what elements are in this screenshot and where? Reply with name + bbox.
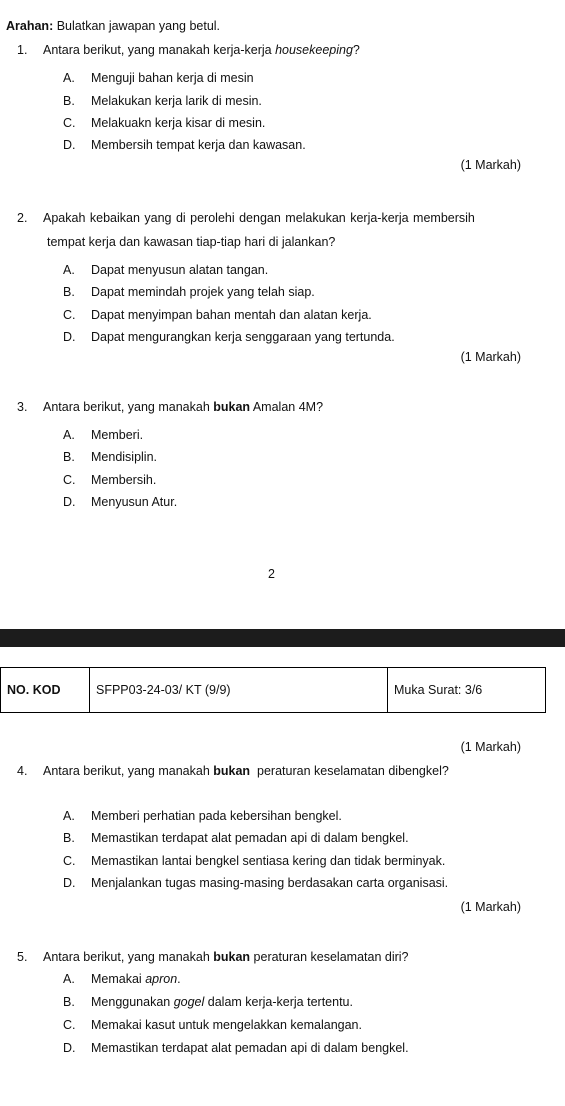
question-number: 3. bbox=[17, 400, 28, 414]
q3-marks: (1 Markah) bbox=[460, 740, 521, 754]
kod-value-cell bbox=[90, 668, 388, 712]
q5-option-d[interactable] bbox=[63, 1041, 409, 1055]
option-letter: C. bbox=[63, 308, 76, 322]
kod-label-cell bbox=[1, 668, 90, 712]
option-text-italic: gogel bbox=[173, 995, 205, 1009]
q3-option-c[interactable] bbox=[63, 473, 156, 487]
question-text: Antara berikut, yang manakah bbox=[43, 400, 214, 414]
q2-option-a[interactable] bbox=[63, 263, 268, 277]
option-letter: A. bbox=[63, 71, 75, 85]
question-3 bbox=[17, 400, 323, 414]
q3-option-d[interactable] bbox=[63, 495, 177, 509]
instruction-text: Bulatkan jawapan yang betul. bbox=[53, 19, 221, 33]
option-text: Menyusun Atur. bbox=[91, 495, 178, 509]
question-number: 1. bbox=[17, 43, 28, 57]
option-letter: C. bbox=[63, 116, 76, 130]
option-letter: B. bbox=[63, 450, 75, 464]
page-header-table bbox=[0, 667, 546, 713]
option-letter: B. bbox=[63, 831, 75, 845]
option-text: Melakuakn kerja kisar di mesin. bbox=[91, 116, 266, 130]
page-info: Muka Surat: 3/6 bbox=[394, 683, 483, 697]
option-letter: C. bbox=[63, 854, 76, 868]
option-letter: C. bbox=[63, 473, 76, 487]
option-letter: A. bbox=[63, 263, 75, 277]
q4-option-d[interactable] bbox=[63, 876, 448, 890]
question-text: Apakah kebaikan yang di perolehi dengan melakukan kerja-kerja membersih bbox=[43, 211, 475, 225]
page-break-band bbox=[0, 629, 565, 647]
option-letter: B. bbox=[63, 285, 75, 299]
question-text-end: peraturan keselamatan dibengkel? bbox=[250, 764, 449, 778]
q1-option-c[interactable] bbox=[63, 116, 265, 130]
question-number: 4. bbox=[17, 764, 28, 778]
question-text-bold: bukan bbox=[213, 400, 251, 414]
q1-marks: (1 Markah) bbox=[460, 158, 521, 172]
q4-option-b[interactable] bbox=[63, 831, 409, 845]
q4-option-a[interactable] bbox=[63, 809, 342, 823]
option-text: Dapat menyusun alatan tangan. bbox=[91, 263, 269, 277]
instruction-label: Arahan: bbox=[6, 19, 54, 33]
kod-value: SFPP03-24-03/ KT (9/9) bbox=[96, 683, 231, 697]
question-text-end: Amalan 4M? bbox=[250, 400, 324, 414]
q1-option-d[interactable] bbox=[63, 138, 306, 152]
option-text: Memastikan lantai bengkel sentiasa kering dan tidak berminyak. bbox=[91, 854, 446, 868]
option-letter: D. bbox=[63, 495, 76, 509]
option-text: Memakai kasut untuk mengelakkan kemalangan. bbox=[91, 1018, 362, 1032]
q2-option-d[interactable] bbox=[63, 330, 395, 344]
question-text: Antara berikut, yang manakah bbox=[43, 764, 214, 778]
q4-marks: (1 Markah) bbox=[460, 900, 521, 914]
question-1 bbox=[17, 43, 360, 57]
option-text: Memakai bbox=[91, 972, 146, 986]
option-text: Menjalankan tugas masing-masing berdasakan carta organisasi. bbox=[91, 876, 449, 890]
option-text: Mendisiplin. bbox=[91, 450, 158, 464]
question-4 bbox=[17, 764, 449, 778]
question-text-bold: bukan bbox=[213, 950, 251, 964]
q1-option-a[interactable] bbox=[63, 71, 254, 85]
option-letter: D. bbox=[63, 138, 76, 152]
question-2 bbox=[17, 211, 522, 225]
option-text: Dapat mengurangkan kerja senggaraan yang tertunda. bbox=[91, 330, 395, 344]
question-5 bbox=[17, 950, 409, 964]
kod-label: NO. KOD bbox=[7, 683, 61, 697]
q3-option-a[interactable] bbox=[63, 428, 143, 442]
question-number: 2. bbox=[17, 211, 28, 225]
option-letter: D. bbox=[63, 876, 76, 890]
option-text: Membersih tempat kerja dan kawasan. bbox=[91, 138, 306, 152]
q4-option-c[interactable] bbox=[63, 854, 445, 868]
question-text-bold: bukan bbox=[213, 764, 251, 778]
option-letter: A. bbox=[63, 809, 75, 823]
option-text: Memberi. bbox=[91, 428, 144, 442]
question-text: Antara berikut, yang manakah bbox=[43, 950, 214, 964]
question-number: 5. bbox=[17, 950, 28, 964]
q2-option-c[interactable] bbox=[63, 308, 372, 322]
option-text: Dapat menyimpan bahan mentah dan alatan kerja. bbox=[91, 308, 372, 322]
option-text: Membersih. bbox=[91, 473, 157, 487]
option-letter: C. bbox=[63, 1018, 76, 1032]
option-text: Menguji bahan kerja di mesin bbox=[91, 71, 254, 85]
option-text: Dapat memindah projek yang telah siap. bbox=[91, 285, 315, 299]
q5-option-a[interactable] bbox=[63, 972, 181, 986]
option-letter: D. bbox=[63, 330, 76, 344]
option-text: Memberi perhatian pada kebersihan bengkel. bbox=[91, 809, 342, 823]
option-letter: A. bbox=[63, 972, 75, 986]
option-text: Menggunakan bbox=[91, 995, 174, 1009]
q1-option-b[interactable] bbox=[63, 94, 262, 108]
page-number: 2 bbox=[268, 567, 275, 581]
option-text: Memastikan terdapat alat pemadan api di dalam bengkel. bbox=[91, 831, 409, 845]
option-text-end: . bbox=[177, 972, 181, 986]
q3-option-b[interactable] bbox=[63, 450, 157, 464]
option-text: Memastikan terdapat alat pemadan api di dalam bengkel. bbox=[91, 1041, 409, 1055]
option-letter: B. bbox=[63, 94, 75, 108]
instruction bbox=[6, 19, 220, 33]
option-text: Melakukan kerja larik di mesin. bbox=[91, 94, 262, 108]
option-text-end: dalam kerja-kerja tertentu. bbox=[204, 995, 353, 1009]
question-2-line2: tempat kerja dan kawasan tiap-tiap hari di jalankan? bbox=[47, 235, 336, 249]
option-letter: A. bbox=[63, 428, 75, 442]
q2-marks: (1 Markah) bbox=[460, 350, 521, 364]
option-letter: B. bbox=[63, 995, 75, 1009]
q5-option-c[interactable] bbox=[63, 1018, 362, 1032]
page-info-cell bbox=[388, 668, 545, 712]
question-text-italic: housekeeping bbox=[275, 43, 353, 57]
question-text-end: peraturan keselamatan diri? bbox=[250, 950, 409, 964]
q2-option-b[interactable] bbox=[63, 285, 315, 299]
option-letter: D. bbox=[63, 1041, 76, 1055]
question-text: Antara berikut, yang manakah kerja-kerja bbox=[43, 43, 276, 57]
q5-option-b[interactable] bbox=[63, 995, 353, 1009]
option-text-italic: apron bbox=[145, 972, 178, 986]
question-text-end: ? bbox=[352, 43, 360, 57]
